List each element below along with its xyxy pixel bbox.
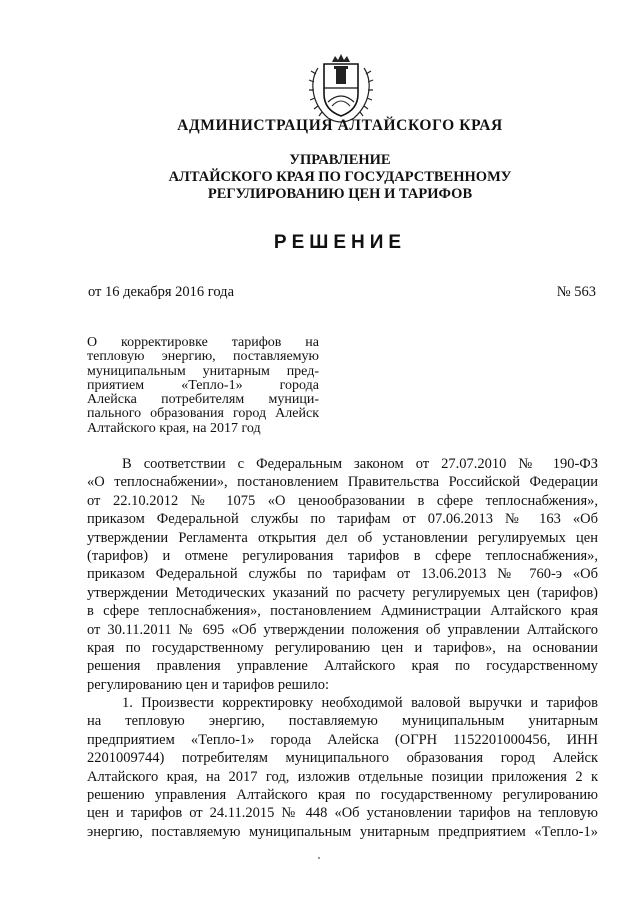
body-line: энергию, поставляемую муниципальным унитарным предприятием «Тепло-1» <box>87 823 598 840</box>
body-line: предприятием «Тепло-1» города Алейска (ОГРН 1152201000456, ИНН <box>87 731 598 748</box>
body-line: края по государственному регулированию цен и тарифов», на основании <box>87 639 598 656</box>
subject-line: муниципальным унитарным пред- <box>87 363 319 379</box>
body-line: от 30.11.2011 № 695 «Об утверждении положения об управлении Алтайского <box>87 621 598 638</box>
administration-title: АДМИНИСТРАЦИЯ АЛТАЙСКОГО КРАЯ <box>177 117 503 134</box>
body-line: утверждении Регламента открытия дел об установлении регулируемых цен <box>87 529 598 546</box>
subject-line: приятием «Тепло-1» города <box>87 377 319 393</box>
body-line: решению управления Алтайского края по государственному регулированию <box>87 787 598 804</box>
body-line: в сфере теплоснабжения», постановлением Администрации Алтайского края <box>87 603 598 620</box>
subject-line: пального образования город Алейск <box>87 406 319 422</box>
body-line: приказом Федеральной службы по тарифам от 07.06.2013 № 163 «Об <box>87 511 598 528</box>
body-text <box>87 455 598 841</box>
page-mark <box>318 857 320 859</box>
body-line: «О теплоснабжении», постановлением Правительства Российской Федерации <box>87 474 598 491</box>
department-line: АЛТАЙСКОГО КРАЯ ПО ГОСУДАРСТВЕННОМУ <box>168 169 512 185</box>
body-line: (тарифов) и отмене регулирования тарифов в сфере теплоснабжения», <box>87 547 598 564</box>
subject-line: Алейска потребителям муници- <box>87 392 319 408</box>
body-line: регулированию цен и тарифов решило: <box>87 676 329 693</box>
document-date: от 16 декабря 2016 года <box>88 284 234 300</box>
document-type-heading: РЕШЕНИЕ <box>273 232 407 253</box>
subject-line: тепловую энергию, поставляемую <box>87 349 319 365</box>
subject-line: О корректировке тарифов на <box>87 335 319 350</box>
body-line: от 22.10.2012 № 1075 «О ценообразовании в сфере теплоснабжения», <box>87 492 598 509</box>
body-line: утверждении Методических указаний по расчету регулируемых цен (тарифов) <box>87 584 598 601</box>
body-line: 1. Произвести корректировку необходимой валовой выручки и тарифов <box>122 695 598 712</box>
body-line: цен и тарифов от 24.11.2015 № 448 «Об установлении тарифов на тепловую <box>87 805 598 822</box>
body-line: приказом Федеральной службы по тарифам от 13.06.2013 № 760-э «Об <box>87 566 598 583</box>
department-line: РЕГУЛИРОВАНИЮ ЦЕН И ТАРИФОВ <box>207 186 473 202</box>
body-line: решения правления управление Алтайского края по государственному <box>87 658 598 675</box>
body-line: на тепловую энергию, поставляемую муниципальным унитарным <box>87 713 598 730</box>
subject-block <box>87 336 319 436</box>
body-line: Алтайского края, на 2017 год, изложив отдельные позиции приложения 2 к <box>87 768 598 785</box>
body-line: В соответствии с Федеральным законом от 27.07.2010 № 190-ФЗ <box>122 456 598 472</box>
department-line: УПРАВЛЕНИЕ <box>289 152 391 168</box>
body-line: 2201009744) потребителям муниципального образования город Алейск <box>87 750 598 767</box>
subject-line: Алтайского края, на 2017 год <box>87 420 261 436</box>
document-number: № 563 <box>556 284 596 300</box>
department-title <box>0 152 640 203</box>
